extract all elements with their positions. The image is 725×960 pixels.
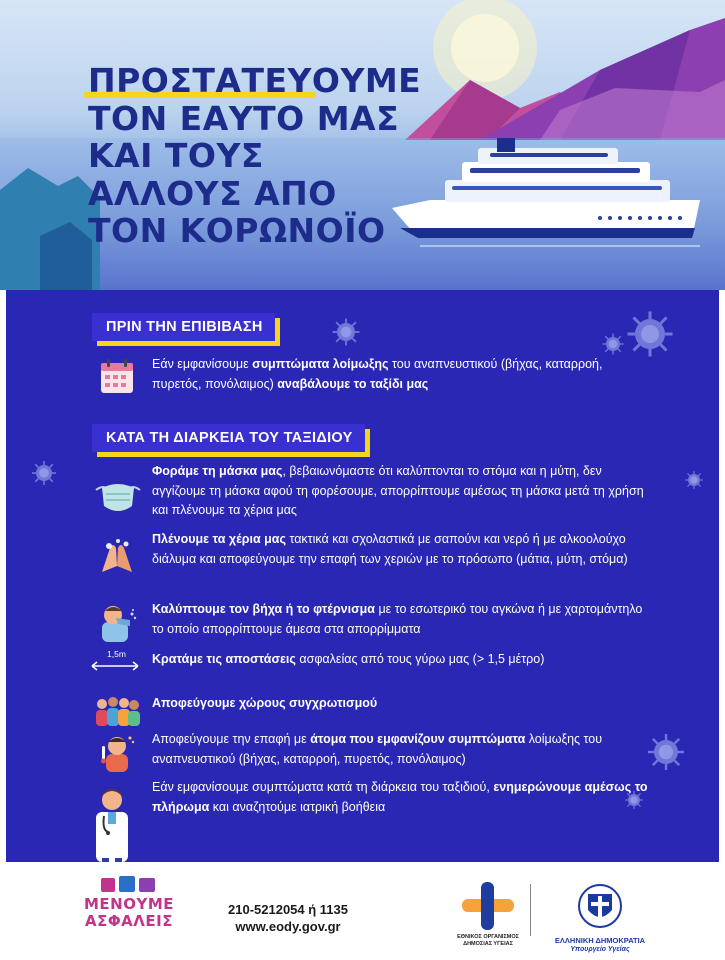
text-segment: με το εσωτερικό του αγκώνα ή με χαρτομάντηλο το οποίο απορρίπτουμε άμεσα στα απορρίμματα xyxy=(152,602,643,636)
eody-caption-line: ΕΘΝΙΚΟΣ ΟΡΓΑΝΙΣΜΟΣ xyxy=(457,934,519,940)
campaign-logo xyxy=(84,874,174,930)
item-text xyxy=(152,462,652,521)
list-item xyxy=(6,530,719,592)
text-segment: ασφαλείας από τους γύρω μας (> 1,5 μέτρο) xyxy=(295,652,545,666)
bold-segment: άτομα που εμφανίζουν συμπτώματα xyxy=(310,732,526,746)
text-segment: Αποφεύγουμε την επαφή με xyxy=(152,732,311,746)
item-text xyxy=(152,778,652,817)
list-item xyxy=(6,462,719,526)
list-item xyxy=(6,778,719,862)
item-text xyxy=(152,600,652,639)
hero-title-line: ΤΟΝ ΚΟΡΩΝΟΪΟ xyxy=(88,211,386,250)
hero-title-line: ΤΟΝ ΕΑΥΤΟ ΜΑΣ xyxy=(88,98,400,138)
campaign-icons xyxy=(99,874,159,894)
text-segment: Εάν εμφανίσουμε συμπτώματα κατά τη διάρκεια του ταξιδιού, xyxy=(152,780,494,794)
doctor-icon xyxy=(88,786,136,862)
item-text xyxy=(152,694,652,714)
section-label-during-trip: ΚΑΤΑ ΤΗ ΔΙΑΡΚΕΙΑ ΤΟΥ ΤΑΞΙΔΙΟΥ xyxy=(92,424,365,452)
bold-segment: συμπτώματα λοίμωξης xyxy=(252,357,389,371)
logo-divider xyxy=(530,884,531,936)
bold-segment: Καλύπτουμε τον βήχα ή το φτέρνισμα xyxy=(152,602,375,616)
text-segment: Εάν εμφανίσουμε xyxy=(152,357,253,371)
campaign-word-1: ΜΕΝΟΥΜΕ xyxy=(84,895,175,913)
calendar-icon xyxy=(96,356,138,398)
bold-segment: Κρατάμε τις αποστάσεις xyxy=(152,652,296,666)
bold-segment: αναβάλουμε το ταξίδι μας xyxy=(277,376,429,391)
list-item xyxy=(6,600,719,644)
gov-caption-line: Υπουργείο Υγείας xyxy=(570,946,630,953)
item-text xyxy=(152,530,652,569)
bold-segment: Πλένουμε τα χέρια μας xyxy=(152,532,286,546)
advice-panel xyxy=(6,290,719,862)
text-segment: λοίμωξης του αναπνευστικού (βήχας, καταρροή, πυρετός, πονόλαιμος) xyxy=(152,732,603,766)
crowd-icon xyxy=(94,690,142,732)
eody-caption-line: ΔΗΜΟΣΙΑΣ ΥΓΕΙΑΣ xyxy=(463,940,513,947)
bold-segment: Αποφεύγουμε χώρους συγχρωτισμού xyxy=(152,696,378,710)
eody-caption xyxy=(453,934,523,947)
greek-coat-of-arms-icon xyxy=(578,880,622,932)
phone-number: 210-5212054 ή 1135 xyxy=(228,902,348,917)
text-segment: του αναπνευστικού (βήχας, καταρροή, πυρετός, πονόλαιμος) xyxy=(152,357,603,391)
item-text xyxy=(152,730,652,769)
bold-segment: ενημερώνουμε αμέσως το πλήρωμα xyxy=(152,780,648,814)
text-segment: και αναζητούμε ιατρική βοήθεια xyxy=(209,799,386,814)
list-item xyxy=(6,730,719,776)
hero-title-line: ΠΡΟΣΤΑΤΕΥΟΥΜΕ xyxy=(88,61,422,100)
eody-logo-icon xyxy=(458,880,518,932)
list-item xyxy=(6,354,719,400)
item-text xyxy=(152,650,652,670)
hero-title xyxy=(88,62,421,250)
bold-segment: Φοράμε τη μάσκα μας xyxy=(152,464,283,478)
text-segment: τακτικά και σχολαστικά με σαπούνι και νερό ή με αλκοολούχο διάλυμα και αποφεύγουμε την επαφή των χεριών με το πρόσωπο (μάτια, μύτη, στόμα) xyxy=(152,532,628,566)
gov-caption-line: ΕΛΛΗΝΙΚΗ ΔΗΜΟΚΡΑΤΙΑ xyxy=(554,936,646,945)
list-item xyxy=(6,650,719,694)
hand-washing-icon xyxy=(96,536,138,578)
list-item xyxy=(6,694,719,730)
gov-caption xyxy=(545,936,655,954)
hero-title-line: ΚΑΙ ΤΟΥΣ xyxy=(88,136,264,175)
face-mask-icon xyxy=(94,476,142,518)
text-segment: , βεβαιωνόμαστε ότι καλύπτονται το στόμα και η μύτη, δεν αγγίζουμε τη μάσκα αφού τη φορέσουμε, απορρίπτουμε αμέσως τη μάσκα μετά τη χρήση και πλένουμε τα χέρια μας xyxy=(152,464,644,517)
section-label-before-boarding: ΠΡΙΝ ΤΗΝ ΕΠΙΒΙΒΑΣΗ xyxy=(92,313,275,341)
footer xyxy=(0,862,725,960)
campaign-word-2: ΑΣΦΑΛΕΙΣ xyxy=(85,912,173,930)
contact-info xyxy=(228,902,348,936)
cough-elbow-icon xyxy=(96,602,138,644)
hero-banner xyxy=(0,0,725,290)
hero-title-line: ΑΛΛΟΥΣ ΑΠΟ xyxy=(88,173,337,213)
website-link[interactable]: www.eody.gov.gr xyxy=(235,919,341,934)
item-text xyxy=(152,355,652,394)
sick-person-icon xyxy=(96,732,138,774)
distance-label: 1,5m xyxy=(107,649,126,659)
